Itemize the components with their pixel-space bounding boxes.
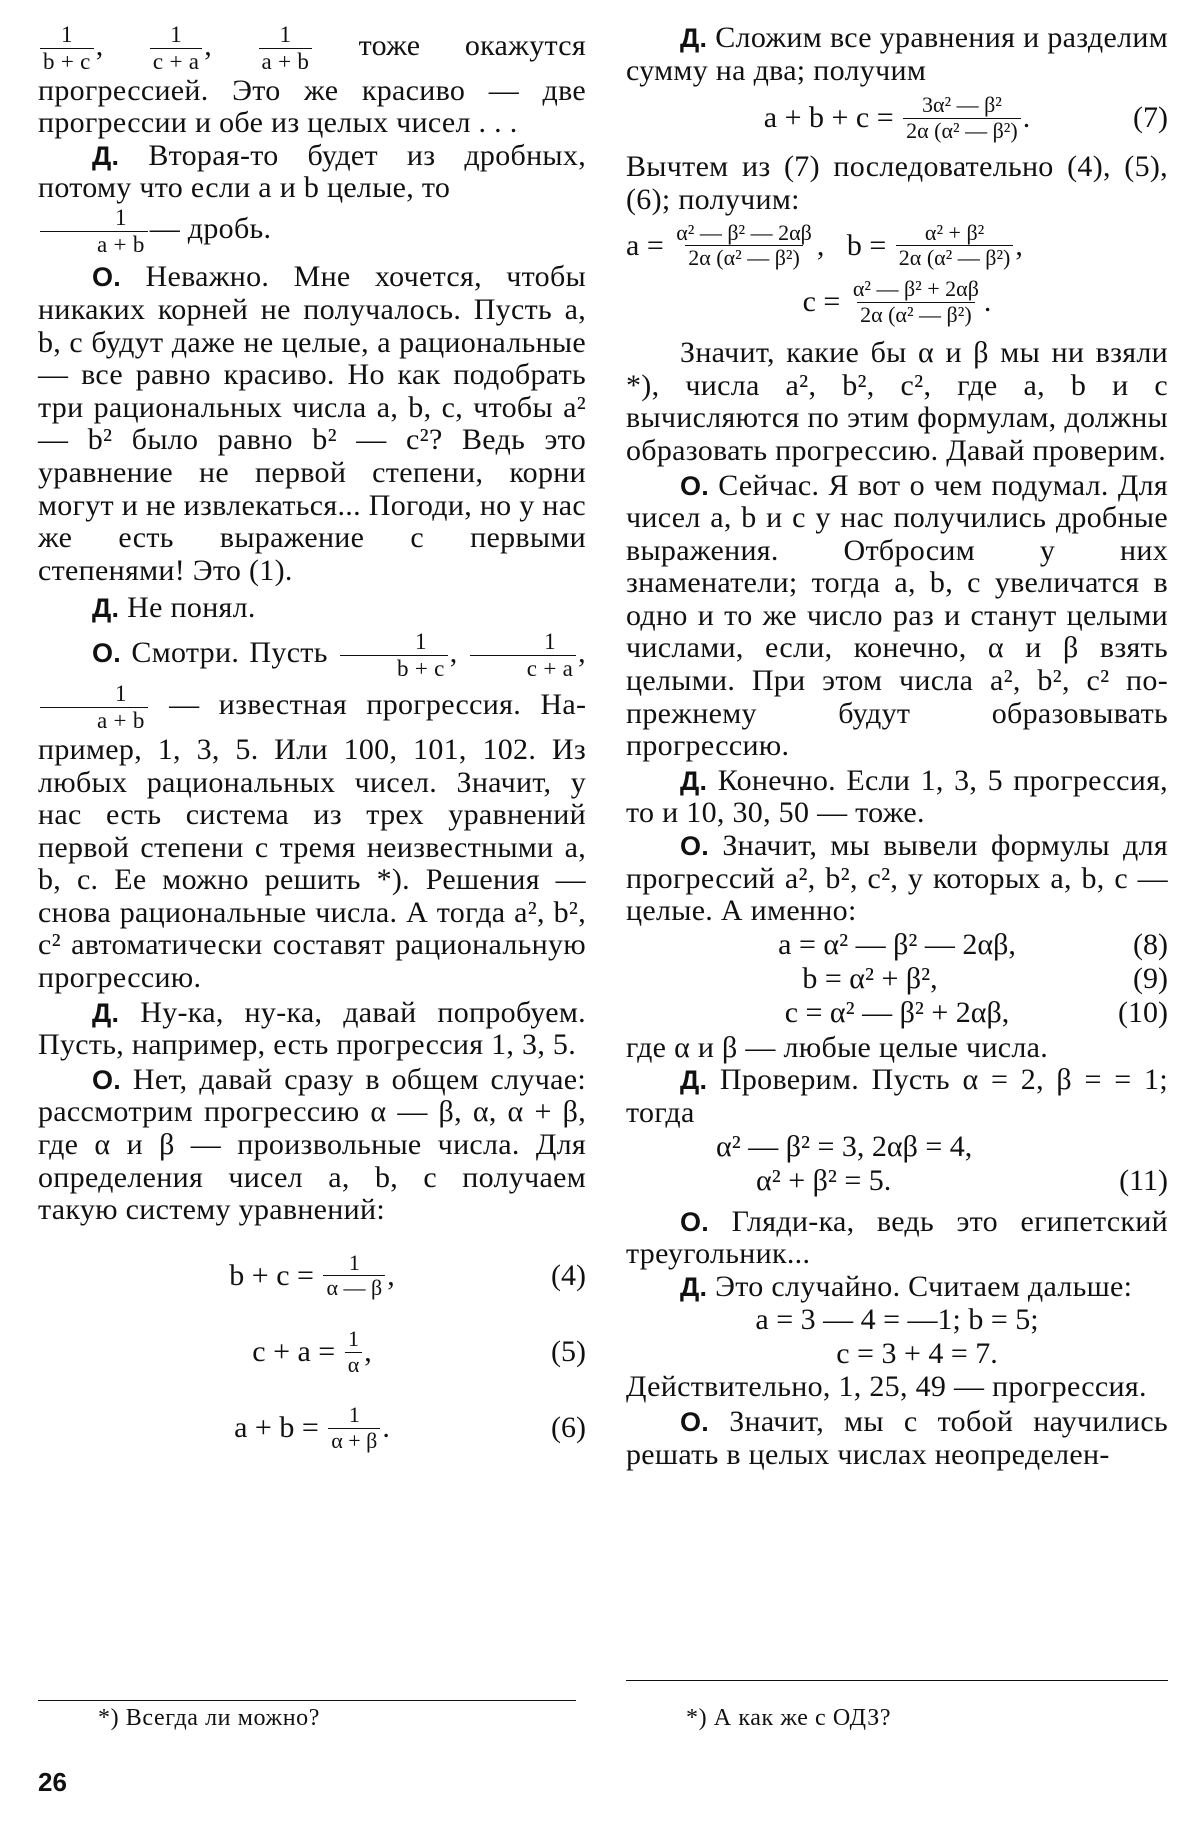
- footnote: *) Всегда ли можно?: [98, 1705, 320, 1731]
- paragraph: Вычтем из (7) последовательно (4), (5), (6); получим:: [626, 150, 1168, 217]
- dialogue-paragraph: О. Нет, давай сразу в общем случае: рассмотрим прогрессию α — β, α, α + β, где α и β — произвольные числа. Для определения чисел a, b, c получаем такую систему уравнений:: [38, 1062, 586, 1227]
- paragraph-continued: $\frac{1}{b + c}$ , $\frac{1}{c + a}$ , $\frac{1}{a + b}$ тоже окажутся прогрессией. Это же красиво — две прогрессии и обе из целых чисел . . .: [38, 22, 586, 140]
- dialogue-paragraph: О. Неважно. Мне хочется, чтобы никаких корней не получалось. Пусть a, b, c будут даже не целые, а рациональные — все равно красиво. Но как подобрать три рациональных числа a, b, c, чтобы a² — b² было равно b² — c²? Ведь это уравнение не первой степени, корни могут и не извлекаться... Погоди, но у нас же есть выражение с первыми степенями! Это (1).: [38, 260, 586, 587]
- footnote-divider: [626, 1680, 1168, 1681]
- dialogue-paragraph: Д. Вторая-то будет из дробных, потому что если a и b целые, то $\frac{1}{a + b}$ — дробь.: [38, 138, 586, 257]
- equation-11a: α² — β² = 3, 2αβ = 4,: [716, 1129, 973, 1163]
- right-column: [626, 22, 1168, 1471]
- dialogue-paragraph: Д. Сложим все уравнения и разделим сумму на два; получим: [626, 21, 1168, 87]
- paragraph: Значит, какие бы α и β мы ни взяли *), числа a², b², c², где a, b и c вычисляются по этим формулам, должны образовать прогрессию. Давай проверим.: [626, 336, 1168, 467]
- fraction: $\frac{1}{b + c}$: [40, 22, 94, 75]
- equation-7: a + b + c = $\frac{\text{3α² — β²}}{\text{2α (α² — β²)}}$ . (7): [763, 92, 1168, 143]
- equation-6: a + b = $\frac{1}{\alpha + \beta}$ . (6): [234, 1402, 586, 1453]
- dialogue-paragraph: Д. Не понял.: [92, 591, 256, 625]
- dialogue-paragraph: Д. Ну-ка, ну-ка, давай попробуем. Пусть, например, есть прогрессия 1, 3, 5.: [38, 995, 586, 1062]
- equation-8: a = α² — β² — 2αβ, (8): [778, 927, 1168, 961]
- equations-a-b: a = $\frac{\text{α² — β² — 2αβ}}{\text{2α (α² — β²)}}$ , b = $\frac{\text{α² + β²}}{\text{2α (α² — β²)}}$ ,: [626, 219, 1023, 271]
- equation-9: b = α² + β², (9): [802, 961, 1168, 995]
- equation-4: b + c = $\frac{1}{\alpha — \beta}$ , (4): [229, 1249, 586, 1301]
- paragraph: Действительно, 1, 25, 49 — прогрессия.: [626, 1370, 1147, 1404]
- dialogue-paragraph: Д. Это случайно. Считаем дальше:: [680, 1269, 1133, 1303]
- dialogue-paragraph: О. Значит, мы вывели формулы для прогрессий a², b², c², у которых a, b, c — целые. А именно:: [626, 829, 1168, 928]
- equation-c: c = $\frac{\text{α² — β² + 2αβ}}{\text{2α (α² — β²)}}$ .: [802, 275, 992, 327]
- fraction: $\frac{1}{c + a}$: [150, 22, 202, 75]
- fraction: $\frac{1}{a + b}$: [40, 681, 148, 734]
- fraction: $\frac{1}{b + c}$: [340, 629, 448, 682]
- fraction: $\frac{1}{a + b}$: [40, 205, 148, 258]
- paragraph: где α и β — любые целые числа.: [626, 1030, 1049, 1064]
- dialogue-paragraph: О. Значит, мы с тобой научились решать в целых числах неопределен-: [626, 1404, 1168, 1471]
- equation-12b: c = 3 + 4 = 7.: [836, 1337, 998, 1371]
- footnote-divider: [38, 1700, 576, 1701]
- page-number: 26: [38, 1767, 67, 1797]
- equation-11b: α² + β² = 5. (11): [756, 1163, 1168, 1197]
- equation-10: c = α² — β² + 2αβ, (10): [784, 995, 1168, 1029]
- equation-12a: a = 3 — 4 = —1; b = 5;: [755, 1303, 1039, 1337]
- fraction: $\frac{1}{c + a}$: [470, 629, 576, 682]
- dialogue-paragraph: Д. Проверим. Пусть α = 2, β = = 1; тогда: [626, 1063, 1168, 1129]
- dialogue-paragraph: О. Смотри. Пусть $\frac{1}{b + c}$ , $\frac{1}{c + a}$ , $\frac{1}{a + b}$ — известная прогрессия. Например, 1, 3, 5. Или 100, 101, 102. Из любых рациональных чисел. Значит, у нас есть система из трех уравнений первой степени с тремя неизвестными a, b, c. Ее можно решить *). Решения — снова рациональные числа. А тогда a², b², c² автоматически составят рациональную прогрессию.: [38, 628, 586, 995]
- left-column: [38, 22, 586, 1454]
- footnote: *) А как же с ОДЗ?: [686, 1705, 892, 1731]
- dialogue-paragraph: О. Гляди-ка, ведь это египетский треугольник...: [626, 1204, 1168, 1271]
- fraction: $\frac{1}{a + b}$: [259, 22, 313, 75]
- dialogue-paragraph: Д. Конечно. Если 1, 3, 5 прогрессия, то и 10, 30, 50 — тоже.: [626, 763, 1168, 830]
- dialogue-paragraph: О. Сейчас. Я вот о чем подумал. Для чисел a, b и c у нас получились дробные выражения. Отбросим у них знаменатели; тогда a, b, c увеличатся в одно и то же число раз и станут целыми числами, если, конечно, α и β взять целыми. При этом числа a², b², c² по-прежнему будут образовывать прогрессию.: [626, 468, 1168, 763]
- equation-5: c + a = $\frac{1}{\alpha}$ , (5): [252, 1326, 586, 1377]
